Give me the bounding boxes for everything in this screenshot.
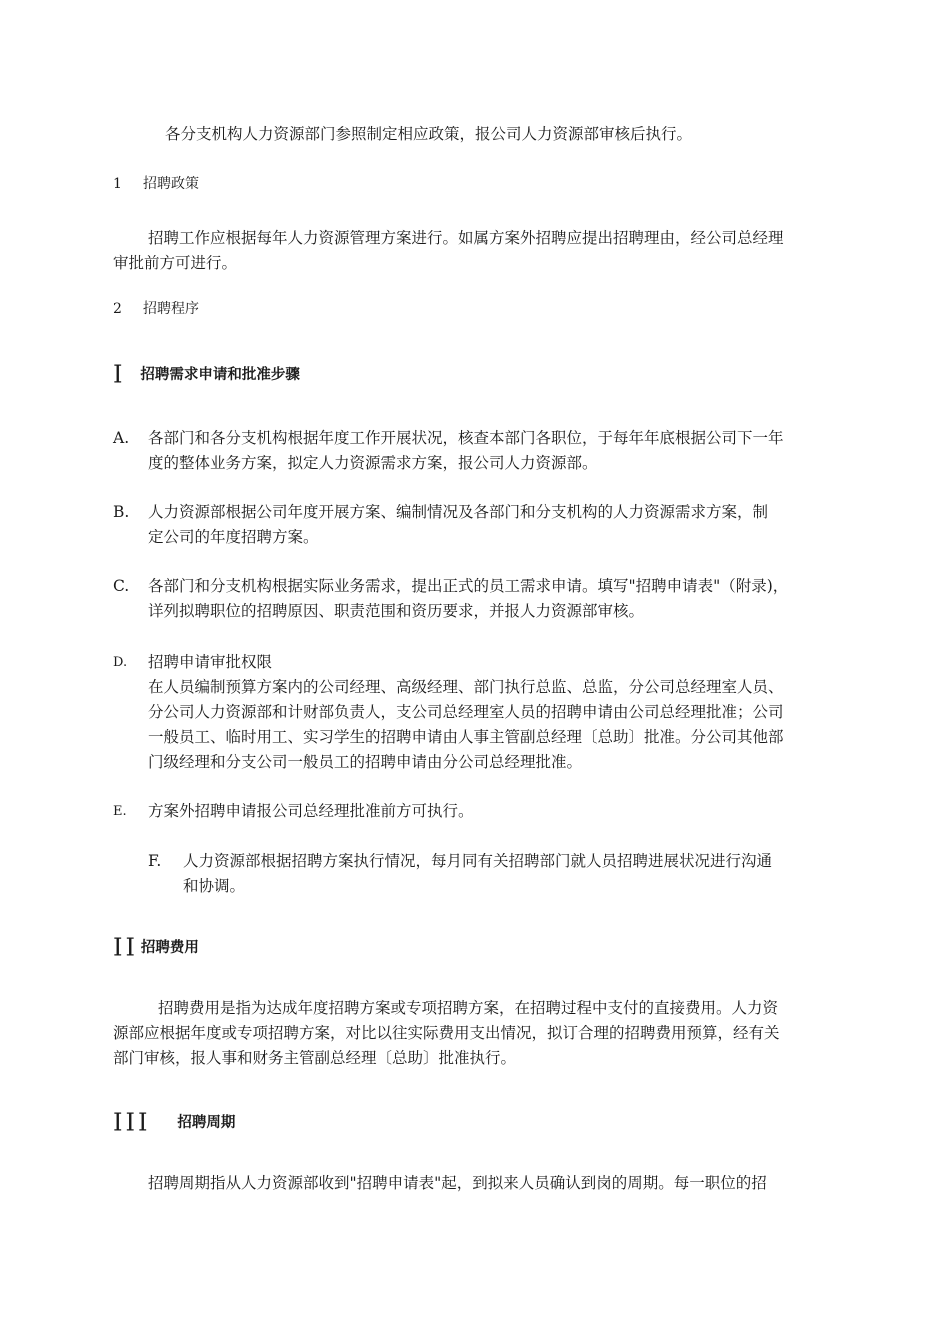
item-letter: B. [113, 503, 130, 521]
item-line: 人力资源部根据招聘方案执行情况，每月同有关招聘部门就人员招聘进展状况进行沟通 [183, 852, 773, 870]
part-title: 招聘需求申请和批准步骤 [140, 366, 300, 383]
section-title: 招聘政策 [143, 176, 199, 192]
item-line: 各部门和分支机构根据实际业务需求，提出正式的员工需求申请。填写"招聘申请表"（附录)， [148, 577, 789, 595]
item-line: 各部门和各分支机构根据年度工作开展状况，核查本部门各职位，于每年年底根据公司下一年 [148, 429, 784, 447]
section-title: 招聘程序 [143, 301, 199, 317]
item-letter: C. [113, 577, 130, 595]
item-letter: D. [113, 655, 128, 670]
paragraph-line: 招聘费用是指为达成年度招聘方案或专项招聘方案，在招聘过程中支付的直接费用。人力资 [158, 999, 779, 1017]
list-item-a [113, 426, 848, 476]
paragraph-line: 部门审核，报人事和财务主管副总经理〔总助〕批准执行。 [113, 1049, 517, 1067]
item-line: 招聘申请审批权限 [148, 653, 273, 671]
section-number: 1 [113, 176, 122, 192]
intro-paragraph: 各分支机构人力资源部门参照制定相应政策，报公司人力资源部审核后执行。 [165, 125, 693, 143]
list-item-e [113, 799, 848, 824]
paragraph-line: 源部应根据年度或专项招聘方案，对比以往实际费用支出情况，拟订合理的招聘费用预算，经有关 [113, 1024, 780, 1042]
item-line: 定公司的年度招聘方案。 [148, 528, 319, 546]
part-title: 招聘费用 [140, 939, 199, 956]
item-line: 分公司人力资源部和计财部负责人，支公司总经理室人员的招聘申请由公司总经理批准；公司 [148, 703, 784, 721]
roman-numeral: I [113, 360, 126, 389]
list-item-c [113, 574, 848, 624]
section-number: 2 [113, 301, 122, 317]
policy-paragraph [113, 226, 843, 276]
item-line: 详列拟聘职位的招聘原因、职责范围和资历要求，并报人力资源部审核。 [148, 602, 645, 620]
item-letter: E. [113, 804, 127, 819]
item-line: 方案外招聘申请报公司总经理批准前方可执行。 [148, 802, 474, 820]
list-item-f [148, 849, 848, 899]
part-II-heading [113, 935, 199, 961]
part-III-heading [113, 1110, 235, 1136]
cycle-paragraph [113, 1171, 843, 1196]
item-letter: F. [148, 852, 162, 870]
item-line: 度的整体业务方案，拟定人力资源需求方案，报公司人力资源部。 [148, 454, 598, 472]
paragraph-line: 审批前方可进行。 [113, 254, 238, 272]
paragraph-line: 招聘周期指从人力资源部收到"招聘申请表"起，到拟来人员确认到岗的周期。每一职位的招 [148, 1174, 767, 1192]
section-2-heading [113, 297, 199, 322]
roman-numeral: II [113, 933, 138, 962]
roman-numeral: III [113, 1108, 151, 1137]
section-1-heading [113, 172, 199, 197]
item-letter: A. [113, 429, 130, 447]
item-line: 一般员工、临时用工、实习学生的招聘申请由人事主管副总经理〔总助〕批准。分公司其他部 [148, 728, 784, 746]
item-line: 在人员编制预算方案内的公司经理、高级经理、部门执行总监、总监，分公司总经理室人员、 [148, 678, 784, 696]
item-line: 人力资源部根据公司年度开展方案、编制情况及各部门和分支机构的人力资源需求方案，制 [148, 503, 769, 521]
part-title: 招聘周期 [177, 1114, 236, 1131]
item-line: 门级经理和分支公司一般员工的招聘申请由分公司总经理批准。 [148, 753, 583, 771]
part-I-heading [113, 362, 300, 388]
cost-paragraph [113, 996, 843, 1071]
list-item-d [113, 650, 848, 775]
list-item-b [113, 500, 848, 550]
paragraph-line: 招聘工作应根据每年人力资源管理方案进行。如属方案外招聘应提出招聘理由，经公司总经理 [148, 229, 784, 247]
item-line: 和协调。 [183, 877, 246, 895]
